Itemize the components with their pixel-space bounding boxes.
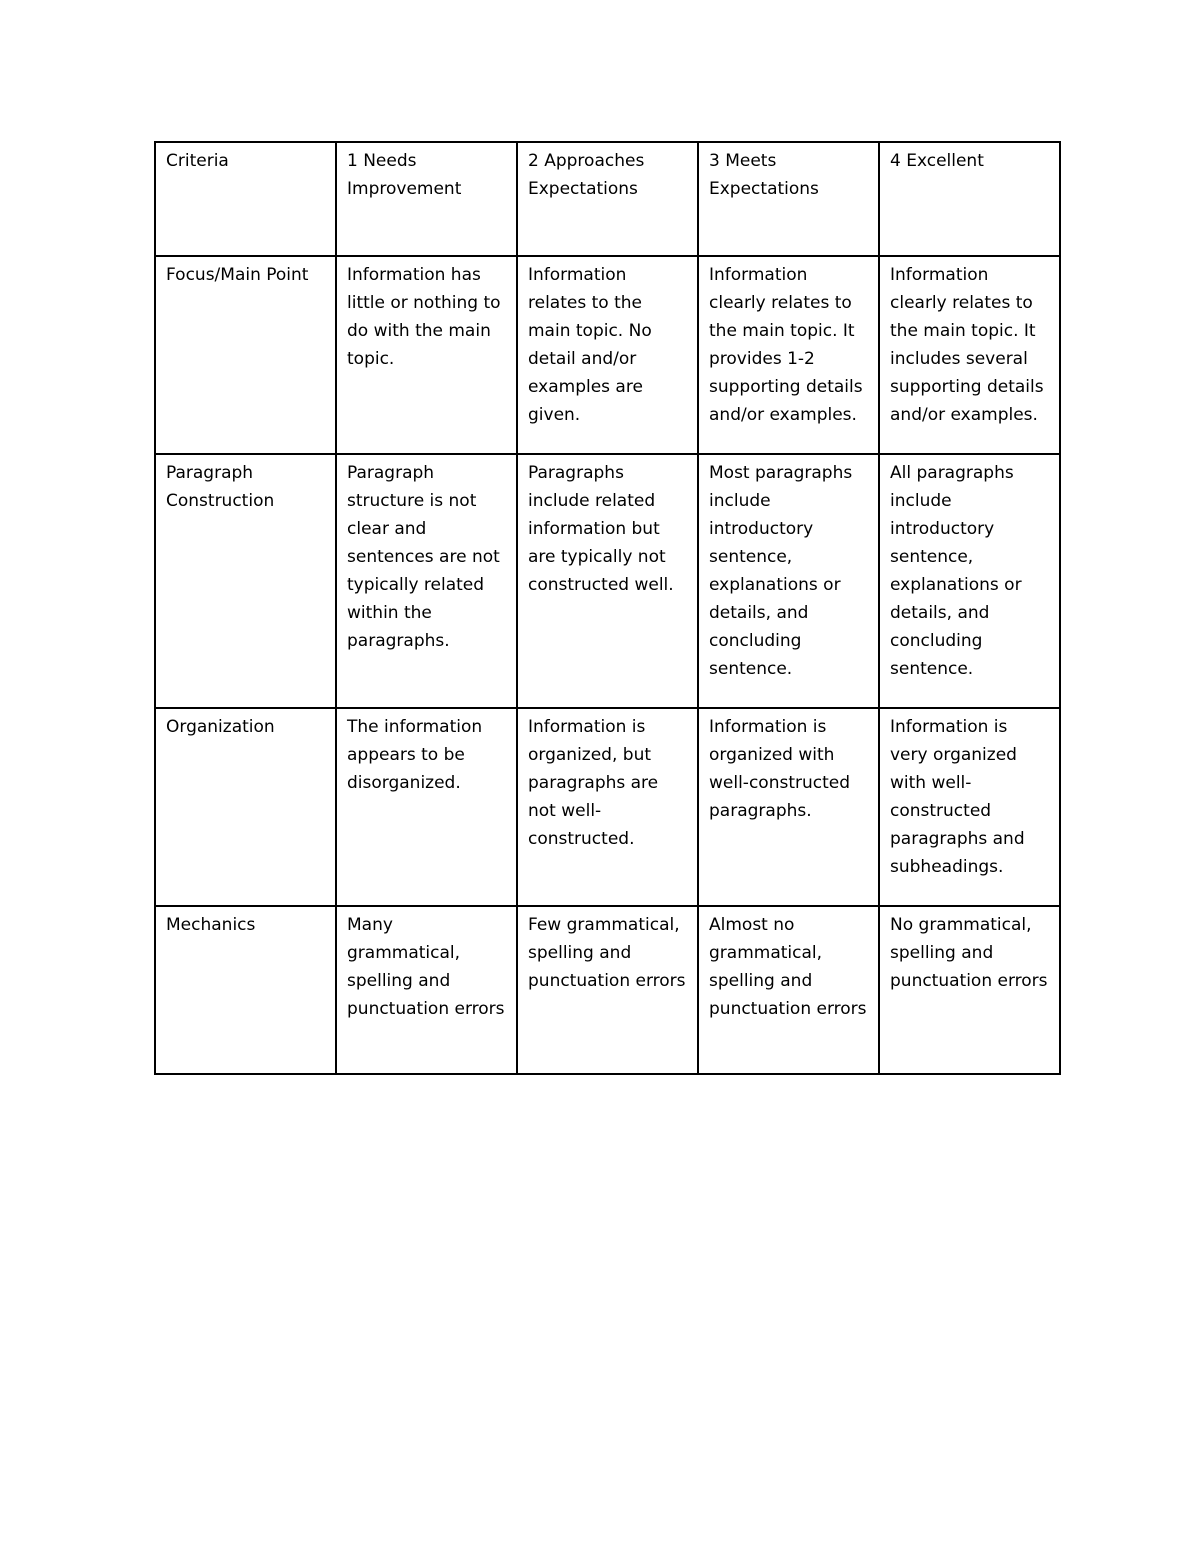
criterion-cell: Mechanics xyxy=(155,906,336,1074)
level-4-cell: All paragraphs include introductory sentence, explanations or details, and concluding sentence. xyxy=(879,454,1060,708)
level-4-cell: Information is very organized with well-constructed paragraphs and subheadings. xyxy=(879,708,1060,906)
header-level-1: 1 Needs Improvement xyxy=(336,142,517,256)
criterion-cell: Focus/Main Point xyxy=(155,256,336,454)
level-4-cell: No grammatical, spelling and punctuation errors xyxy=(879,906,1060,1074)
level-2-cell: Information is organized, but paragraphs are not well-constructed. xyxy=(517,708,698,906)
level-3-cell: Information clearly relates to the main topic. It provides 1-2 supporting details and/or examples. xyxy=(698,256,879,454)
criterion-cell: Organization xyxy=(155,708,336,906)
rubric-table xyxy=(154,141,1061,1075)
table-header-row xyxy=(155,142,1060,256)
table-row xyxy=(155,906,1060,1074)
level-3-cell: Most paragraphs include introductory sentence, explanations or details, and concluding sentence. xyxy=(698,454,879,708)
table-row xyxy=(155,454,1060,708)
level-2-cell: Few grammatical, spelling and punctuation errors xyxy=(517,906,698,1074)
table-row xyxy=(155,708,1060,906)
header-level-2: 2 Approaches Expectations xyxy=(517,142,698,256)
level-1-cell: Paragraph structure is not clear and sentences are not typically related within the paragraphs. xyxy=(336,454,517,708)
level-1-cell: Many grammatical, spelling and punctuation errors xyxy=(336,906,517,1074)
table-row xyxy=(155,256,1060,454)
level-3-cell: Almost no grammatical, spelling and punctuation errors xyxy=(698,906,879,1074)
header-criteria: Criteria xyxy=(155,142,336,256)
level-2-cell: Information relates to the main topic. No detail and/or examples are given. xyxy=(517,256,698,454)
level-1-cell: Information has little or nothing to do with the main topic. xyxy=(336,256,517,454)
header-level-4: 4 Excellent xyxy=(879,142,1060,256)
criterion-cell: Paragraph Construction xyxy=(155,454,336,708)
level-1-cell: The information appears to be disorganized. xyxy=(336,708,517,906)
level-3-cell: Information is organized with well-constructed paragraphs. xyxy=(698,708,879,906)
header-level-3: 3 Meets Expectations xyxy=(698,142,879,256)
level-2-cell: Paragraphs include related information but are typically not constructed well. xyxy=(517,454,698,708)
level-4-cell: Information clearly relates to the main topic. It includes several supporting details and/or examples. xyxy=(879,256,1060,454)
